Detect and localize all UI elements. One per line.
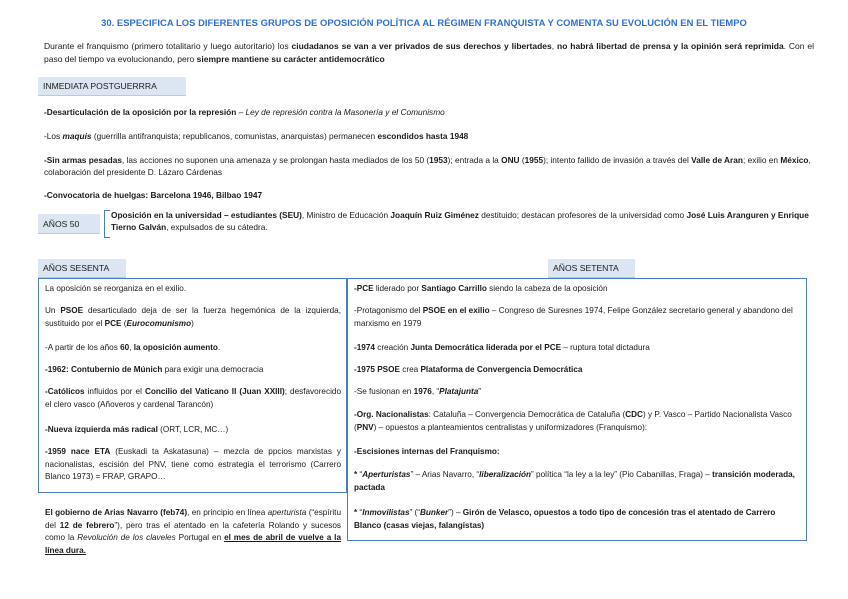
sesenta-item-munich: -1962: Contubernio de Múnich para exigir una democracia: [45, 365, 264, 374]
setenta-item-plataforma: -1975 PSOE crea Plataforma de Convergencia Democrática: [354, 365, 583, 374]
postguerra-item-maquis: -Los maquis (guerrilla antifranquista; republicanos, comunistas, anarquistas) permanecen escondidos hasta 1948: [44, 131, 469, 141]
sesenta-item-oposicion-aumento: -A partir de los años 60, la oposición aumento.: [45, 343, 221, 352]
setenta-item-aperturistas: * “Aperturistas” – Arias Navarro, “liberalización” política “la ley a la ley” (Pio Cabanillas, Fraga) – transición moderada, pactada: [354, 470, 795, 492]
bracket-connector: [104, 210, 110, 238]
anos-50-text: Oposición en la universidad – estudiantes (SEU), Ministro de Educación Joaquín Ruiz Giménez destituido; destacan profesores de la universidad como José Luis Aranguren y Enrique Tierno Galván, expulsados de su cátedra.: [111, 210, 809, 233]
sesenta-item-eta: -1959 nace ETA (Euskadi ta Askatasuna) – mezcla de ppcios marxistas y nacionalistas, escisión del PNV, tiene como estrategia el terrorismo (Carrero Blanco 1973) = FRAP, GRAPO…: [45, 447, 341, 482]
setenta-item-junta-democratica: -1974 creación Junta Democrática liderada por el PCE – ruptura total dictadura: [354, 343, 650, 352]
section-heading-anos-setenta: AÑOS SETENTA: [548, 259, 635, 278]
setenta-item-nacionalistas: -Org. Nacionalistas: Cataluña – Convergencia Democrática de Cataluña (CDC) y P. Vasco – Partido Nacionalista Vasco (PNV) – opuestos a planteamientos centralistas y uniformizadores (Franquismo):: [354, 410, 792, 432]
section-heading-anos-50: AÑOS 50: [38, 214, 100, 234]
postguerra-item-represion: -Desarticulación de la oposición por la represión – Ley de represión contra la Masonería y el Comunismo: [44, 107, 445, 117]
setenta-item-escisiones: -Escisiones internas del Franquismo:: [354, 447, 500, 456]
setenta-item-pce: -PCE liderado por Santiago Carrillo siendo la cabeza de la oposición: [354, 284, 608, 293]
section-heading-inmediata-postguerra: INMEDIATA POSTGUERRRA: [38, 77, 186, 96]
section-heading-anos-sesenta: AÑOS SESENTA: [38, 259, 126, 278]
setenta-item-inmovilistas: * “Inmovilistas” (“Bunker”) – Girón de Velasco, opuestos a todo tipo de concesión tras el atentado de Carrero Blanco (casas viejas, falangistas): [354, 508, 776, 530]
sesenta-item-catolicos: -Católicos influidos por el Concilio del Vaticano II (Juan XXIII); desfavorecido el clero vasco (Añoveros y cardenal Tarancón): [45, 387, 341, 409]
sesenta-item-exilio: La oposición se reorganiza en el exilio.: [45, 284, 187, 293]
page-title: 30. ESPECIFICA LOS DIFERENTES GRUPOS DE OPOSICIÓN POLÍTICA AL RÉGIMEN FRANQUISTA Y COMENTA SU EVOLUCIÓN EN EL TIEMPO: [101, 17, 747, 28]
setenta-item-platajunta: -Se fusionan en 1976, “Platajunta”: [354, 387, 482, 396]
postguerra-item-armas: -Sin armas pesadas, las acciones no suponen una amenaza y se prolongan hasta mediados de los 50 (1953); entrada a la ONU (1955); intento fallido de invasión a través del Valle de Aran; exilio en México, colaboración del presidente D. Lázaro Cárdenas: [44, 155, 811, 178]
sesenta-bottom-arias-navarro: El gobierno de Arias Navarro (feb74), en principio en línea aperturista (“espíritu del 12 de febrero”), pero tras el atentado en la cafetería Rolando y sucesos como la Revolución de los claveles Portugal en el mes de abril de vuelve a la línea dura.: [45, 508, 342, 556]
sesenta-item-nueva-izquierda: -Nueva izquierda más radical (ORT, LCR, MC…): [45, 425, 229, 434]
postguerra-item-huelgas: -Convocatoria de huelgas: Barcelona 1946, Bilbao 1947: [44, 190, 263, 200]
setenta-item-psoe-exilio: -Protagonismo del PSOE en el exilio – Congreso de Suresnes 1974, Felipe González secretario general y abandono del marxismo en 1979: [354, 306, 793, 328]
sesenta-item-psoe: Un PSOE desarticulado deja de ser la fuerza hegemónica de la izquierda, sustituido por el PCE (Eurocomunismo): [45, 306, 341, 328]
intro-paragraph: Durante el franquismo (primero totalitario y luego autoritario) los ciudadanos se van a ver privados de sus derechos y libertades, no habrá libertad de prensa y la opinión será reprimida. Con el paso del tiempo va evolucionando, pero siempre mantiene su carácter antidemocrático: [44, 41, 814, 64]
